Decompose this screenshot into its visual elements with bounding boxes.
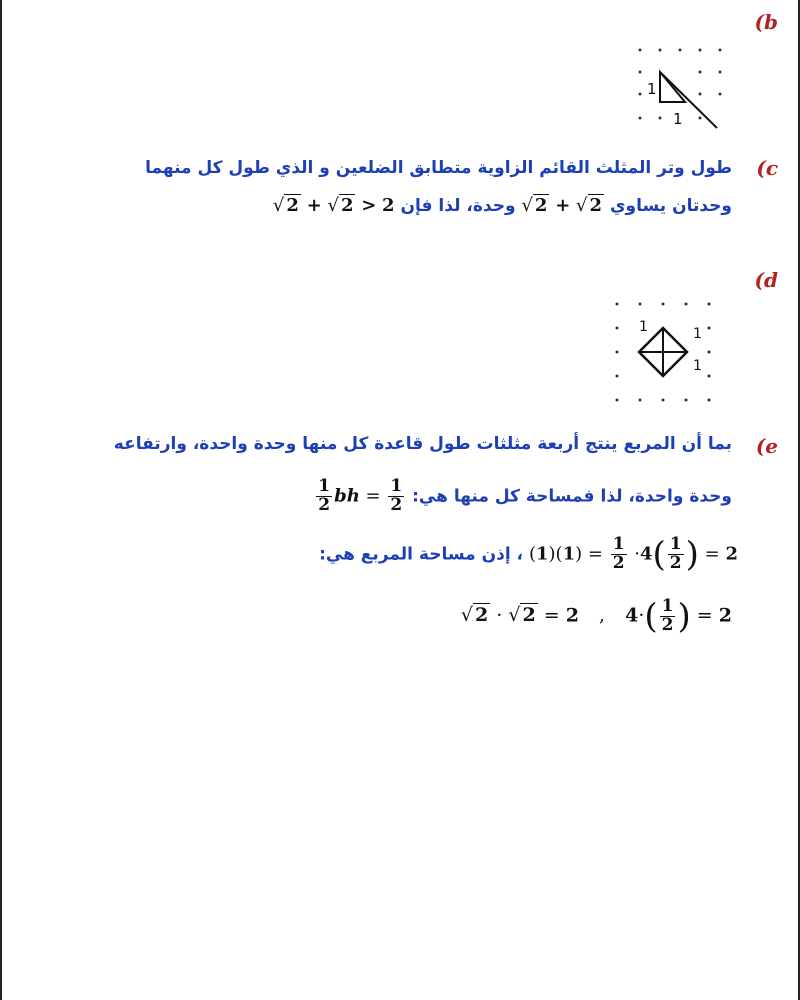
part-b-dot-grid-diagram bbox=[625, 42, 735, 134]
part-b-side-label-bottom: 1 bbox=[673, 110, 683, 128]
part-d-letter: (d bbox=[754, 268, 778, 292]
part-b-side-label-left: 1 bbox=[647, 80, 657, 98]
part-c-line-2-mid: وحدة، لذا فإن bbox=[400, 196, 516, 216]
part-e-line-2 bbox=[314, 478, 732, 515]
part-d-label-top-left: 1 bbox=[639, 319, 648, 335]
part-d-label-right-bottom: 1 bbox=[693, 358, 702, 374]
part-e-line-1: بما أن المربع ينتج أربعة مثلثات طول قاعدة كل منها وحدة واحدة، وارتفاعه bbox=[113, 434, 732, 454]
part-e-line-4: √ 2 · √ 2 = 2 , 4·( $\frac{1}{2}$ ) = 2 bbox=[460, 596, 732, 637]
part-d-label-right-top: 1 bbox=[693, 326, 702, 342]
part-c-inequality: √ 2 + √ 2 > 2 bbox=[272, 195, 395, 216]
part-b-letter: (b bbox=[754, 10, 778, 34]
part-e-line-3 bbox=[319, 536, 738, 573]
part-c-letter: (c bbox=[756, 156, 778, 180]
part-e-line-2-text: وحدة واحدة، لذا فمساحة كل منها هي: bbox=[412, 486, 732, 507]
page-border-left bbox=[0, 0, 2, 1000]
part-e-area-product: (1)(1) = $\frac{1}{2}$ ·4( $\frac{1}{2}$ ) = 2 bbox=[528, 534, 738, 575]
part-c-line-1: طول وتر المثلث القائم الزاوية متطابق الضلعين و الذي طول كل منهما bbox=[145, 158, 732, 178]
part-d-dot-grid-diagram bbox=[605, 294, 730, 414]
part-c-line-2-start: وحدتان يساوي bbox=[609, 196, 732, 216]
part-e-letter: (e bbox=[755, 434, 778, 458]
part-c-line-2 bbox=[273, 195, 732, 216]
part-c-sum-expression: √ 2 + √ 2 bbox=[521, 195, 603, 216]
part-e-triangle-area-formula: $\frac{1}{2}$ bh = $\frac{1}{2}$ bbox=[318, 476, 403, 515]
part-e-line-3-text: ، إذن مساحة المربع هي: bbox=[319, 544, 524, 565]
